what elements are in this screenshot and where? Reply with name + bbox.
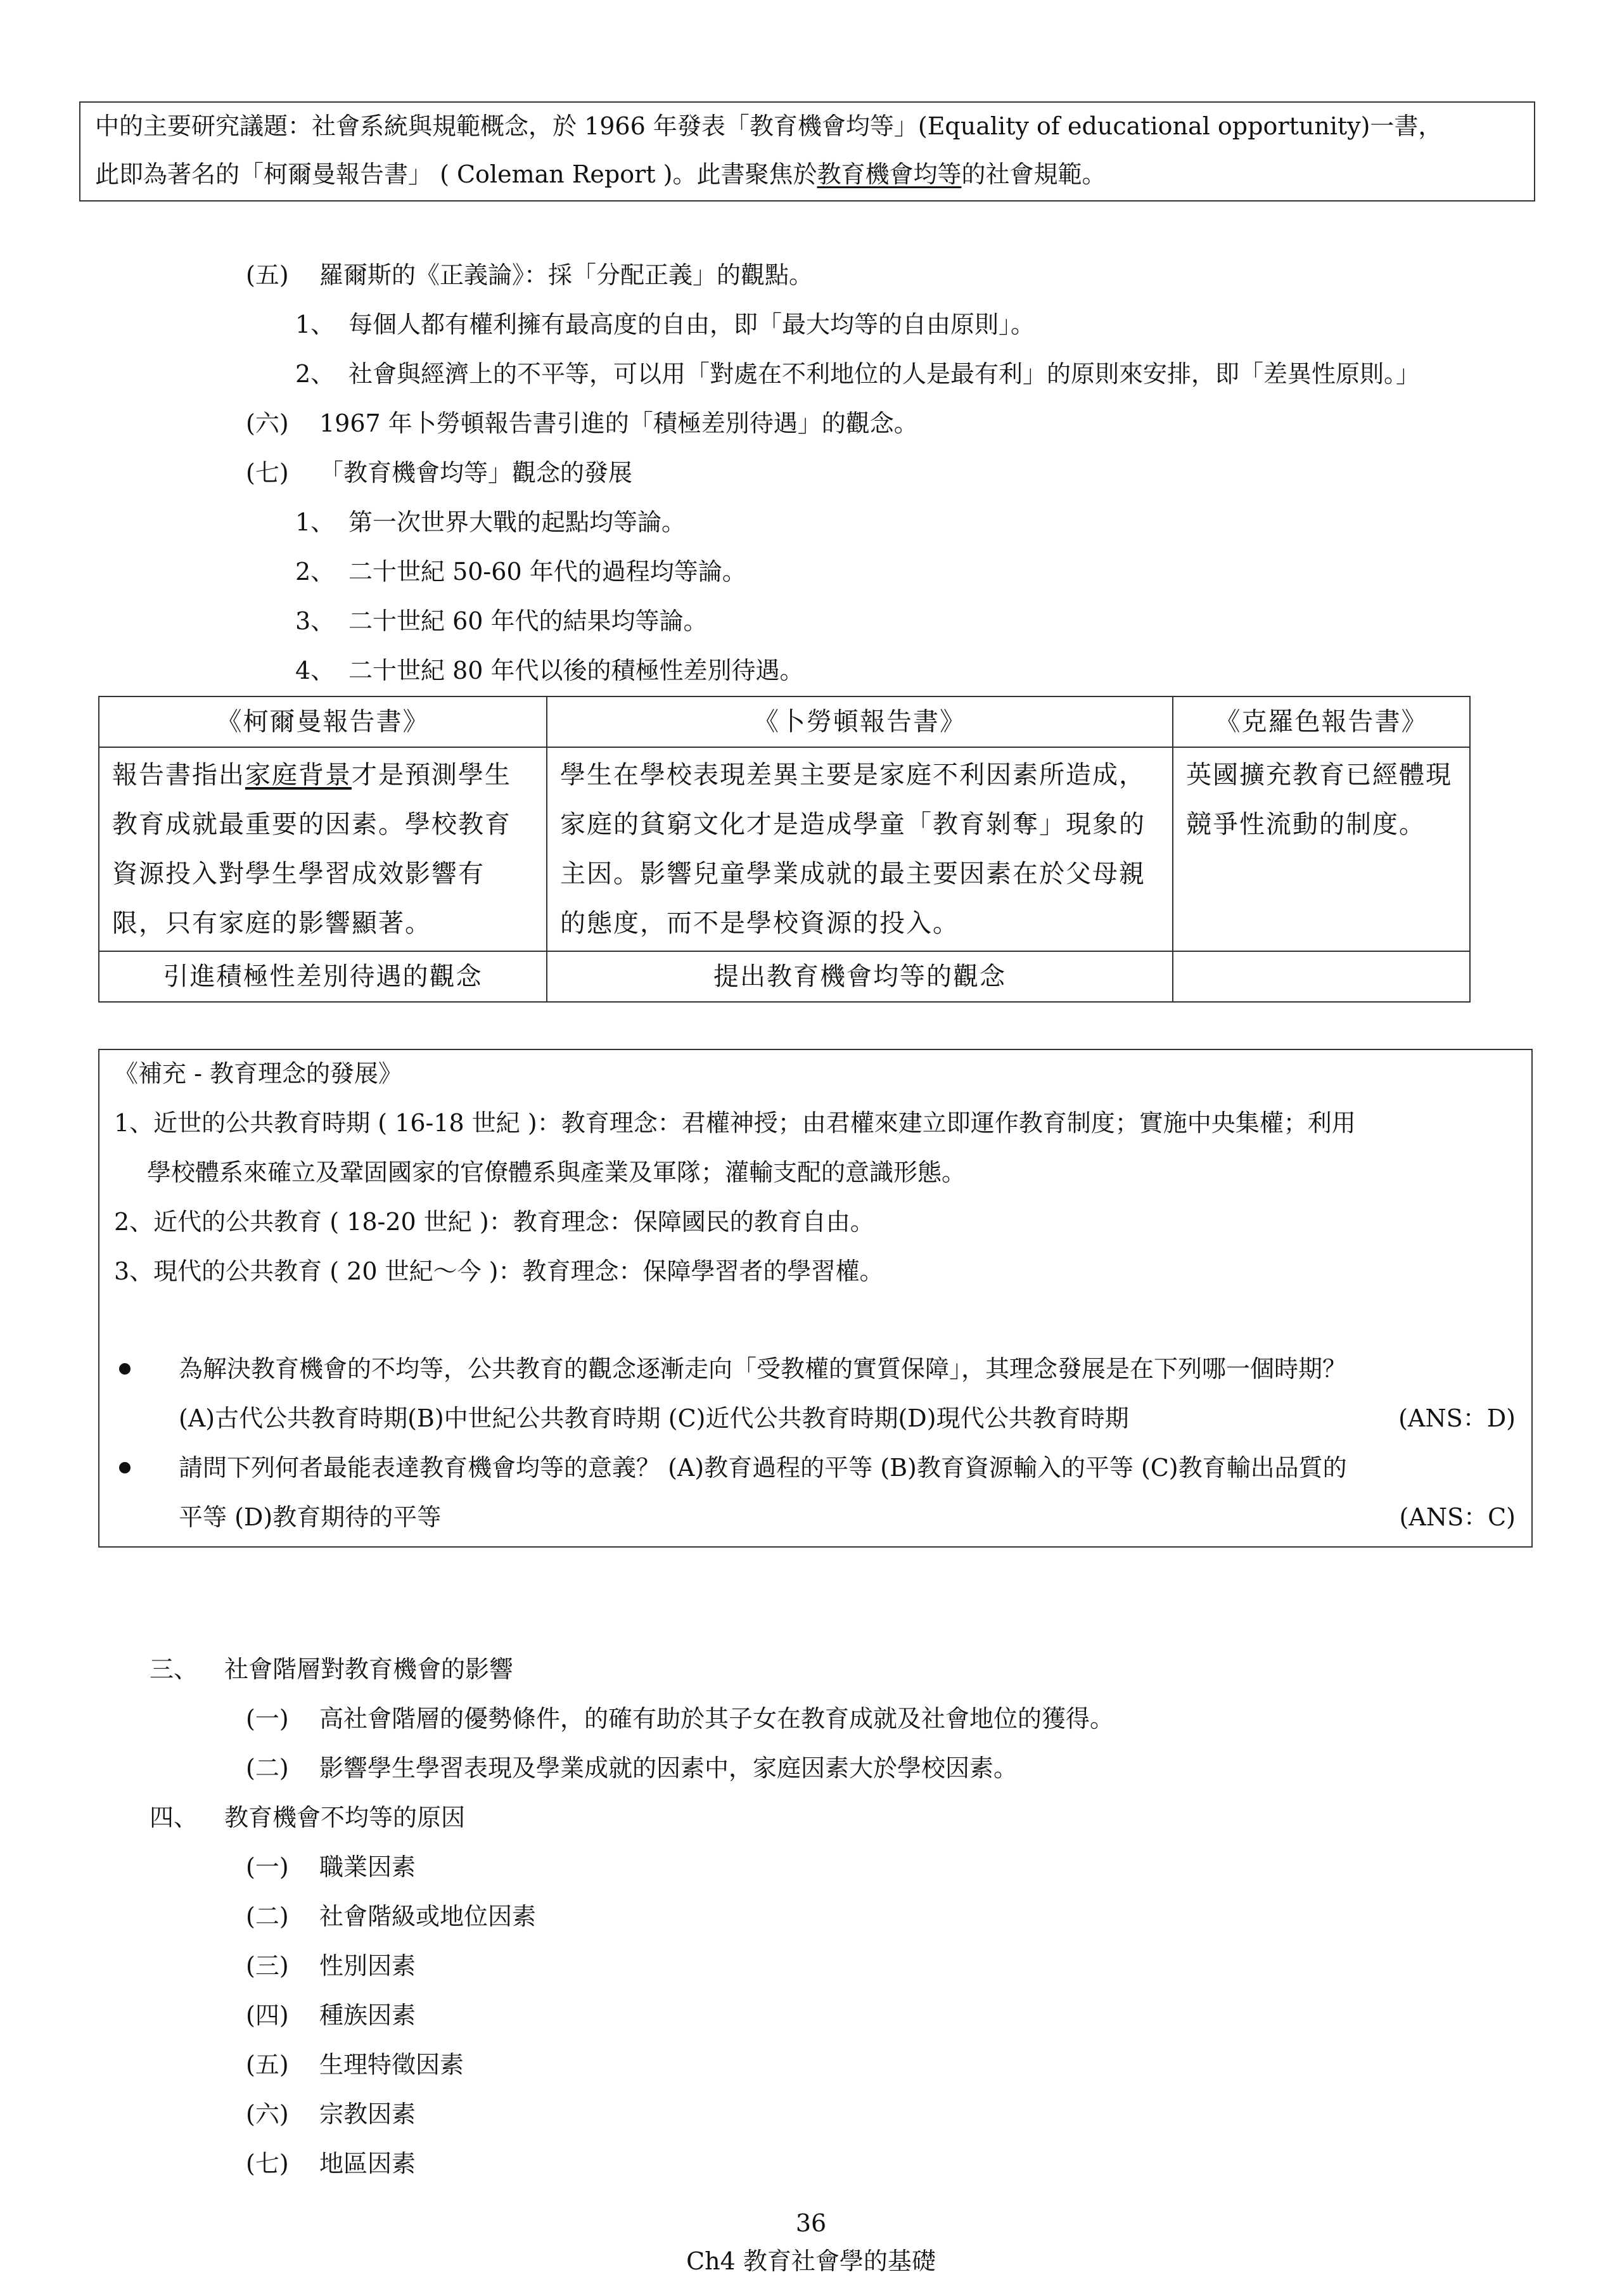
section-five-item-2 [295,349,1420,399]
item-text: 生理特徵因素 [319,2051,464,2079]
part-four-item-5 [246,2040,464,2089]
item-number: 2、 [295,360,335,388]
supplement-item-2: 2、近代的公共教育 ( 18-20 世紀 )：教育理念：保障國民的教育自由。 [114,1208,874,1236]
part-three-item-1 [246,1694,1114,1743]
supplement-item-1-line-1: 1、近世的公共教育時期 ( 16-18 世紀 )：教育理念：君權神授；由君權來建立即運作教育制度；實施中央集權；利用 [114,1109,1356,1137]
section-six [246,399,918,448]
item-number: (四) [246,2001,289,2029]
section-five-label: (五) [246,261,289,289]
item-number: (二) [246,1754,289,1782]
section-seven-label: (七) [246,459,289,487]
question-1-line-2 [179,1394,1516,1443]
supplement-item-3: 3、現代的公共教育 ( 20 世紀～今 )：教育理念：保障學習者的學習權。 [114,1257,884,1285]
item-text: 宗教因素 [319,2100,416,2128]
part-four-item-3 [246,1941,416,1991]
item-text: 社會與經濟上的不平等，可以用「對處在不利地位的人是最有利」的原則來安排，即「差異性原則。」 [348,360,1421,388]
question-2-line-2 [179,1492,1516,1542]
item-number: 2、 [295,558,335,586]
part-four-item-1 [246,1842,416,1892]
question-2-answer: (ANS：C) [1399,1503,1516,1531]
section-five [246,250,813,300]
item-number: (一) [246,1853,289,1881]
item-text: 每個人都有權利擁有最高度的自由，即「最大均等的自由原則」。 [348,311,1035,338]
coleman-underlined-term: 家庭背景 [245,760,352,790]
coleman-text: 報告書指出 [112,760,245,790]
table-header-plowden: 《卜勞頓報告書》 [547,696,1173,747]
section-seven-item-1 [295,497,686,547]
question-2-line-1: 請問下列何者最能表達教育機會均等的意義？ (A)教育過程的平等 (B)教育資源輸入的平等 (C)教育輸出品質的 [179,1454,1347,1482]
intro-line-2-end: 的社會規範。 [961,160,1106,188]
item-text: 高社會階層的優勢條件，的確有助於其子女在教育成就及社會地位的獲得。 [319,1705,1114,1733]
item-number: (一) [246,1705,289,1733]
part-four [150,1793,465,1842]
item-number: (二) [246,1902,289,1930]
section-seven-text: 「教育機會均等」觀念的發展 [319,459,633,487]
table-footer-crowther [1173,951,1470,1002]
intro-line-2 [95,150,1106,199]
coleman-text-end: 才是預測學生教育成就最重要的因素。學校教育資源投入對學生學習成效影響有限，只有家庭的影響顯著。 [112,760,511,938]
table-cell-coleman [99,747,547,951]
table-footer-plowden: 提出教育機會均等的觀念 [547,951,1173,1002]
intro-line-1: 中的主要研究議題：社會系統與規範概念，於 1966 年發表「教育機會均等」(Equality of educational opportunity)一書， [95,112,1443,140]
section-seven [246,448,632,497]
item-text: 職業因素 [319,1853,416,1881]
section-seven-item-3 [295,596,708,646]
section-six-text: 1967 年卜勞頓報告書引進的「積極差別待遇」的觀念。 [319,409,918,437]
item-text: 二十世紀 80 年代以後的積極性差別待遇。 [348,657,804,684]
part-four-text: 教育機會不均等的原因 [224,1804,466,1831]
bullet-icon [119,1462,131,1473]
item-text: 地區因素 [319,2150,416,2177]
item-text: 性別因素 [319,1952,416,1980]
item-text: 二十世紀 50-60 年代的過程均等論。 [348,558,746,586]
item-number: (五) [246,2051,289,2079]
item-number: (三) [246,1952,289,1980]
chapter-footer: Ch4 教育社會學的基礎 [686,2247,936,2275]
section-five-text: 羅爾斯的《正義論》：採「分配正義」的觀點。 [319,261,814,289]
section-six-label: (六) [246,409,289,437]
page-number: 36 [795,2209,827,2237]
report-comparison-table [98,696,1471,1003]
table-footer-coleman: 引進積極性差別待遇的觀念 [99,951,547,1002]
item-number: (六) [246,2100,289,2128]
item-number: (七) [246,2150,289,2177]
item-number: 1、 [295,311,335,338]
table-header-coleman: 《柯爾曼報告書》 [99,696,547,747]
item-number: 1、 [295,508,335,536]
part-four-item-7 [246,2139,416,2188]
bullet-icon [119,1363,131,1375]
section-seven-item-2 [295,547,746,596]
item-text: 二十世紀 60 年代的結果均等論。 [348,607,708,635]
section-seven-item-4 [295,646,804,695]
table-cell-crowther: 英國擴充教育已經體現競爭性流動的制度。 [1173,747,1470,951]
section-five-item-1 [295,300,1035,349]
intro-underlined-term: 教育機會均等 [817,160,962,188]
part-three-item-2 [246,1743,1018,1793]
intro-line-2-text: 此即為著名的「柯爾曼報告書」 ( Coleman Report )。此書聚焦於 [95,160,817,188]
item-text: 社會階級或地位因素 [319,1902,537,1930]
item-number: 3、 [295,607,335,635]
part-three [150,1645,513,1694]
supplement-item-1-line-2: 學校體系來確立及鞏固國家的官僚體系與產業及軍隊；灌輸支配的意識形態。 [147,1158,966,1186]
part-four-label: 四、 [150,1804,198,1831]
item-text: 第一次世界大戰的起點均等論。 [348,508,686,536]
question-2-options: 平等 (D)教育期待的平等 [179,1503,442,1531]
item-text: 種族因素 [319,2001,416,2029]
part-four-item-2 [246,1892,536,1941]
part-three-text: 社會階層對教育機會的影響 [224,1655,514,1683]
question-1-line-1: 為解決教育機會的不均等，公共教育的觀念逐漸走向「受教權的實質保障」，其理念發展是在下列哪一個時期？ [179,1355,1347,1383]
part-four-item-6 [246,2089,416,2139]
item-text: 影響學生學習表現及學業成就的因素中，家庭因素大於學校因素。 [319,1754,1018,1782]
part-three-label: 三、 [150,1655,198,1683]
table-header-crowther: 《克羅色報告書》 [1173,696,1470,747]
question-1-options: (A)古代公共教育時期(B)中世紀公共教育時期 (C)近代公共教育時期(D)現代公共教育時期 [179,1404,1129,1432]
question-1-answer: (ANS：D) [1398,1404,1516,1432]
item-number: 4、 [295,657,335,684]
part-four-item-4 [246,1991,416,2040]
table-cell-plowden: 學生在學校表現差異主要是家庭不利因素所造成，家庭的貧窮文化才是造成學童「教育剝奪」現象的主因。影響兒童學業成就的最主要因素在於父母親的態度，而不是學校資源的投入。 [547,747,1173,951]
supplement-title: 《補充 - 教育理念的發展》 [114,1060,402,1087]
